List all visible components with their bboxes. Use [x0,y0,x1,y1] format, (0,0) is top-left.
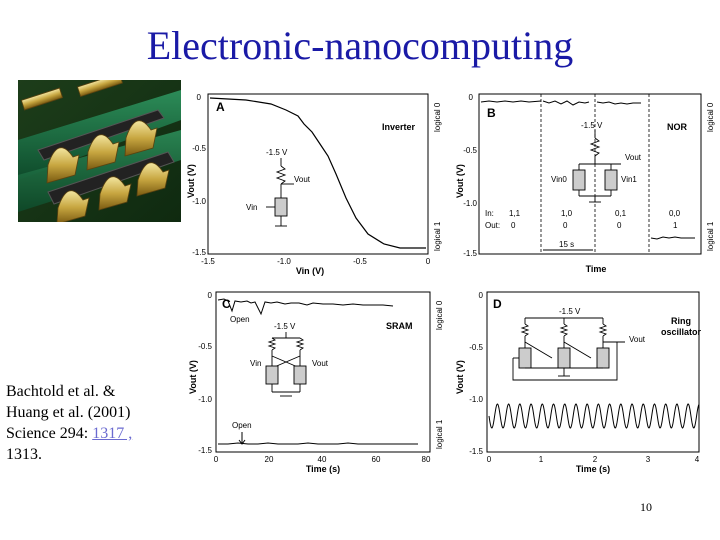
citation [6,381,181,465]
panel-a-xtick: -1.5 [201,257,215,266]
panel-c-ytick: 0 [207,291,212,300]
panel-a-ytick: -0.5 [192,144,206,153]
panel-d-ytick: -0.5 [469,343,483,352]
panel-b-scale: 15 s [559,240,575,249]
panel-b-ytick: -0.5 [463,146,477,155]
citation-line: Science 294: 1317 , [6,425,133,442]
slide-title: Electronic-nanocomputing [146,23,574,68]
panel-c-sram [186,284,448,474]
panel-a-ytick: 0 [196,93,201,102]
citation-line: 1313. [6,446,42,463]
panel-d-ring-oscillator [453,284,718,474]
panel-d-ylabel: Vout (V) [455,360,465,394]
panel-b-input: 1,0 [561,209,573,218]
panel-a-name: Inverter [382,122,416,132]
panel-b-vin0: Vin0 [551,175,567,184]
panel-b-vin1: Vin1 [621,175,637,184]
panel-a-letter: A [216,100,225,114]
panel-c-supply: -1.5 V [274,322,296,331]
panel-a-ytick: -1.5 [192,248,206,257]
panel-b-input: 0,1 [615,209,627,218]
citation-line: Huang et al. (2001) [6,404,131,421]
panel-b-ytick: -1.5 [463,249,477,258]
panel-a-vout: Vout [294,175,311,184]
panel-b-out-label: Out: [485,221,501,230]
panel-b-output: 0 [511,221,516,230]
panel-c-ytick: -1.0 [198,395,212,404]
panel-a-supply: -1.5 V [266,148,288,157]
panel-c-logical0: logical 0 [435,300,444,330]
panel-c-letter: C [222,297,231,311]
citation-link[interactable]: 1317 , [92,425,133,442]
panel-b-ytick: -1.0 [463,199,477,208]
panel-c-open-bottom: Open [232,421,252,430]
panel-d-name-line2: oscillator [661,327,702,337]
panel-a-schematic [266,158,294,226]
panel-c-xlabel: Time (s) [305,464,341,474]
panel-b-in-label: In: [485,209,494,218]
panel-d-trace [489,404,699,428]
panel-c-schematic [266,332,306,396]
panel-c-open-top: Open [230,315,250,324]
panel-c-ylabel: Vout (V) [188,360,198,394]
panel-a-ytick: -1.0 [192,197,206,206]
panel-b-nor [453,88,718,278]
panel-d-xtick: 1 [538,455,544,464]
panel-b-input: 0,0 [669,209,681,218]
panel-c-vout: Vout [312,359,329,368]
panel-d-vout: Vout [629,335,646,344]
panel-a-xtick: -1.0 [277,257,291,266]
panel-c-name: SRAM [386,321,413,331]
panel-c-logical1: logical 1 [435,419,444,449]
panel-c-open-arrow [239,432,245,444]
panel-b-vout: Vout [625,153,642,162]
panel-c-xtick: 60 [371,455,381,464]
panel-c-ytick: -1.5 [198,446,212,455]
panel-a-xtick: -0.5 [353,257,367,266]
panel-a-curve [210,98,426,248]
panel-b-output: 1 [673,221,678,230]
panel-b-input: 1,1 [509,209,521,218]
panel-a-logical1: logical 1 [433,221,442,251]
panel-d-supply: -1.5 V [559,307,581,316]
panel-b-output: 0 [617,221,622,230]
panel-c-xtick: 80 [421,455,431,464]
panel-b-xlabel: Time [585,264,607,274]
panel-b-ylabel: Vout (V) [455,164,465,198]
panel-d-schematic [513,318,625,380]
panel-b-logical0: logical 0 [706,102,715,132]
panel-c-xtick: 0 [213,455,219,464]
panel-a-ylabel: Vout (V) [186,164,196,198]
panel-c-xtick: 20 [264,455,274,464]
panel-d-xtick: 0 [486,455,492,464]
panel-a-xtick: 0 [425,257,431,266]
page-number: 10 [640,500,652,514]
panel-b-segment-breaks [541,94,649,254]
panel-c-xtick: 40 [317,455,327,464]
panel-d-ytick: -1.5 [469,447,483,456]
panel-b-output: 0 [563,221,568,230]
panel-d-name-line1: Ring [671,316,691,326]
panel-a-inverter [186,88,448,278]
panel-b-logical1: logical 1 [706,221,715,251]
citation-line: Bachtold et al. & [6,383,116,400]
panel-c-ytick: -0.5 [198,342,212,351]
panel-d-xtick: 2 [592,455,598,464]
panel-d-xlabel: Time (s) [575,464,611,474]
panel-d-xtick: 4 [694,455,700,464]
panel-a-logical0: logical 0 [433,102,442,132]
panel-a-vin: Vin [246,203,258,212]
panel-b-letter: B [487,106,496,120]
panel-b-supply: -1.5 V [581,121,603,130]
panel-d-ytick: -1.0 [469,395,483,404]
panel-c-vin: Vin [250,359,262,368]
panel-b-schematic [573,130,621,202]
nanotube-photo [18,80,181,222]
panel-b-ytick: 0 [468,93,473,102]
panel-a-xlabel: Vin (V) [295,266,325,276]
panel-b-name: NOR [667,122,687,132]
panel-d-xtick: 3 [645,455,651,464]
panel-d-ytick: 0 [478,291,483,300]
panel-d-letter: D [493,297,502,311]
